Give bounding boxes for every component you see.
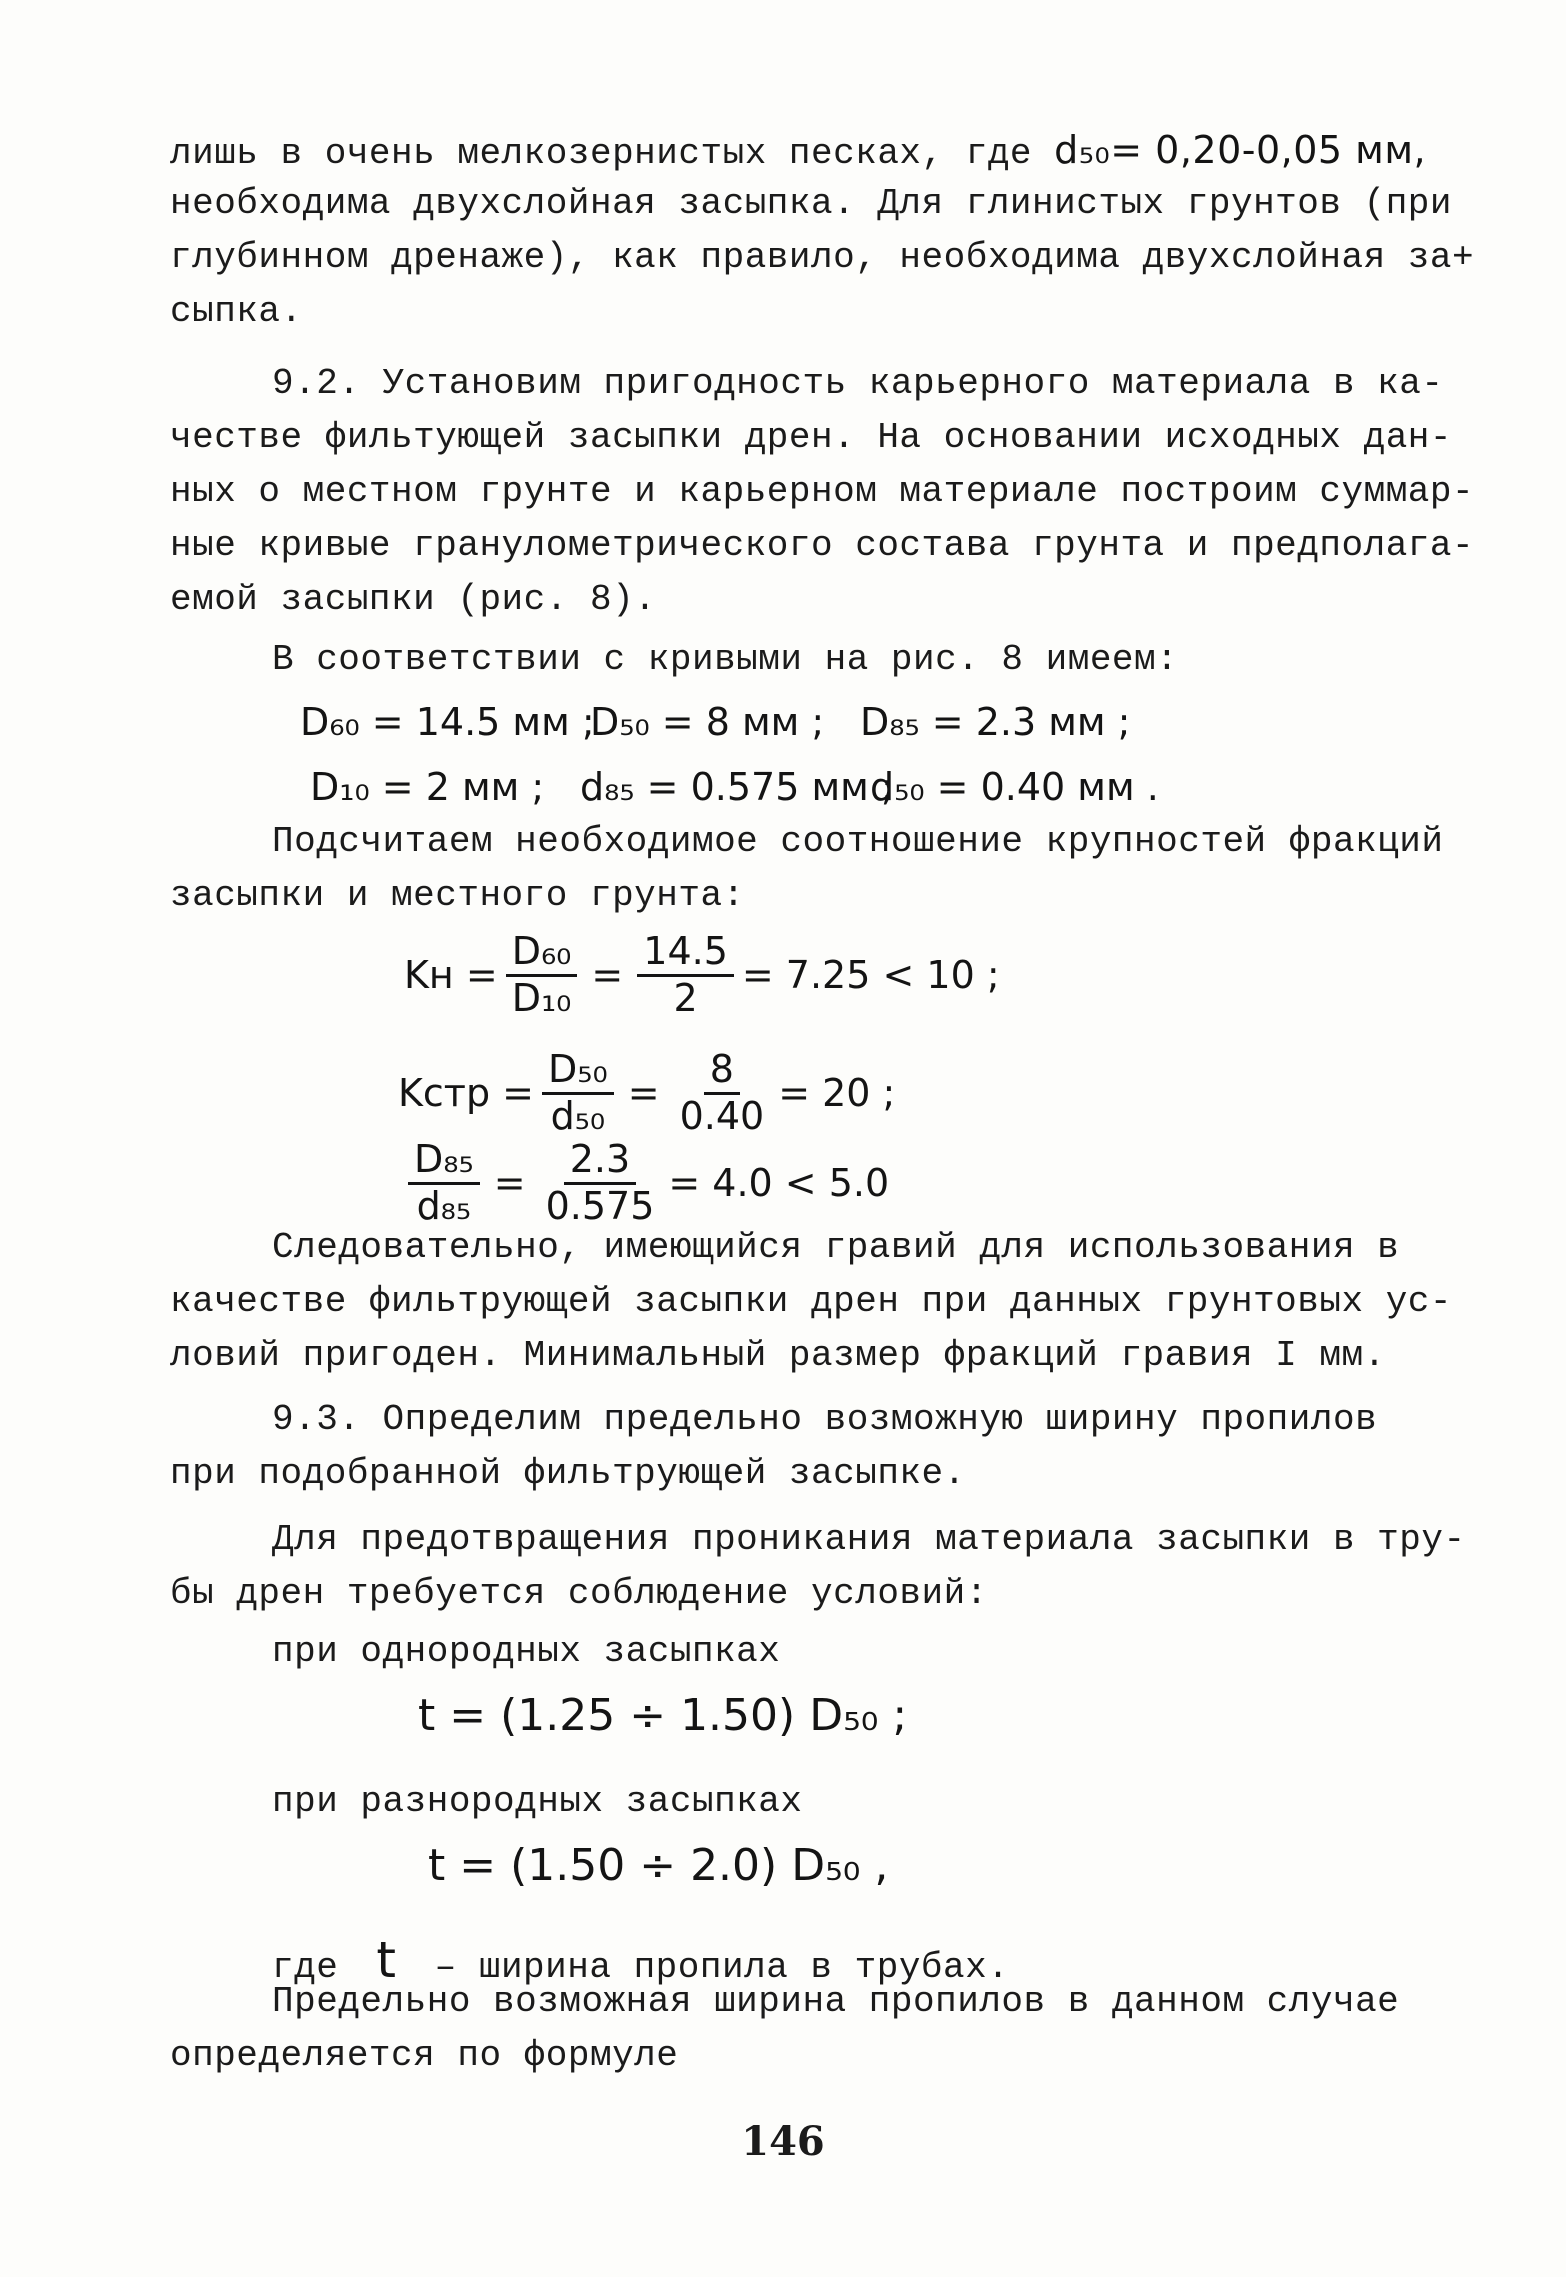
value-d60: D₆₀ = 14.5 мм ; <box>300 700 595 744</box>
symbol-t: t <box>376 1931 397 1989</box>
formula-lhs: Kн = <box>404 953 498 998</box>
text-line: ные кривые гранулометрического состава грунта и предполага- <box>170 525 1475 566</box>
text-line: необходима двухслойная засыпка. Для глинистых грунтов (при <box>170 183 1453 224</box>
text-line: глубинном дренаже), как правило, необходима двухслойная за+ <box>170 237 1475 278</box>
text-line: Подсчитаем необходимое соотношение крупностей фракций <box>272 821 1444 862</box>
text-line: 9.3. Определим предельно возможную ширину пропилов <box>272 1399 1378 1440</box>
fraction-numerator: D₆₀ <box>506 932 578 977</box>
value-d10: D₁₀ = 2 мм ; <box>310 765 545 809</box>
formula-result: = 20 ; <box>778 1071 896 1116</box>
formula-homogeneous: t = (1.25 ÷ 1.50) D₅₀ ; <box>418 1690 908 1741</box>
fraction-numerator: 14.5 <box>637 932 734 977</box>
fraction-denominator: d₈₅ <box>416 1183 472 1228</box>
text-line: 9.2. Установим пригодность карьерного материала в ка- <box>272 363 1444 404</box>
handwritten-value: d₅₀= 0,20-0,05 мм, <box>1054 128 1427 172</box>
page-number: 146 <box>741 2118 825 2165</box>
formula-result: = 4.0 < 5.0 <box>668 1161 890 1206</box>
text-line: сыпка. <box>170 291 303 332</box>
fraction-denominator: D₁₀ <box>511 975 572 1020</box>
text-line: Следовательно, имеющийся гравий для использования в <box>272 1227 1400 1268</box>
value-d85: D₈₅ = 2.3 мм ; <box>860 700 1131 744</box>
text-line: В соответствии с кривыми на рис. 8 имеем: <box>272 639 1179 680</box>
fraction-denominator: 0.575 <box>545 1183 655 1228</box>
formula-kstr: Kстр = $\frac{\text{D₅₀}}{\text{d₅₀}}$ = $\frac{8}{0.40}$ = 20 ; <box>398 1047 896 1138</box>
text-line: определяется по формуле <box>170 2035 679 2076</box>
fraction-denominator: 0.40 <box>679 1093 765 1138</box>
text-line: ловий пригоден. Минимальный размер фракций гравия I мм. <box>170 1335 1386 1376</box>
fraction-denominator: d₅₀ <box>550 1093 606 1138</box>
text-line: качестве фильтрующей засыпки дрен при данных грунтовых ус- <box>170 1281 1453 1322</box>
text-line: Для предотвращения проникания материала засыпки в тру- <box>272 1519 1466 1560</box>
text-line: бы дрен требуется соблюдение условий: <box>170 1573 988 1614</box>
text-line: где t – ширина пропила в трубах. <box>272 1931 1010 1989</box>
text-line: при разнородных засыпках <box>272 1781 803 1822</box>
value-small-d50: d₅₀ = 0.40 мм . <box>870 765 1159 809</box>
text-line: честве фильтующей засыпки дрен. На основании исходных дан- <box>170 417 1453 458</box>
fraction-denominator: 2 <box>673 975 698 1020</box>
text-line: Предельно возможная ширина пропилов в данном случае <box>272 1981 1400 2022</box>
text-line: емой засыпки (рис. 8). <box>170 579 657 620</box>
value-d50: D₅₀ = 8 мм ; <box>590 700 825 744</box>
text-line: засыпки и местного грунта: <box>170 875 745 916</box>
formula-lhs: Kстр = <box>398 1071 534 1116</box>
text-line: при однородных засыпках <box>272 1631 781 1672</box>
formula-ratio: $\frac{\text{D₈₅}}{\text{d₈₅}}$ = $\frac{2.3}{0.575}$ = 4.0 < 5.0 <box>400 1140 889 1227</box>
fraction-numerator: D₅₀ <box>542 1050 614 1095</box>
value-small-d85: d₈₅ = 0.575 мм ; <box>580 765 894 809</box>
formula-result: = 7.25 < 10 ; <box>741 953 1000 998</box>
text-line: ных о местном грунте и карьерном материале построим суммар- <box>170 471 1475 512</box>
formula-heterogeneous: t = (1.50 ÷ 2.0) D₅₀ , <box>428 1840 889 1891</box>
fraction-numerator: D₈₅ <box>408 1140 480 1185</box>
fraction-numerator: 2.3 <box>564 1140 636 1185</box>
text-line: при подобранной фильтрующей засыпке. <box>170 1453 966 1494</box>
fraction-numerator: 8 <box>704 1050 740 1095</box>
formula-kn: Kн = $\frac{\text{D₆₀}}{\text{D₁₀}}$ = $\frac{14.5}{2}$ = 7.25 < 10 ; <box>404 929 1000 1020</box>
text-line: лишь в очень мелкозернистых песках, где d₅₀= 0,20-0,05 мм, <box>170 128 1427 174</box>
